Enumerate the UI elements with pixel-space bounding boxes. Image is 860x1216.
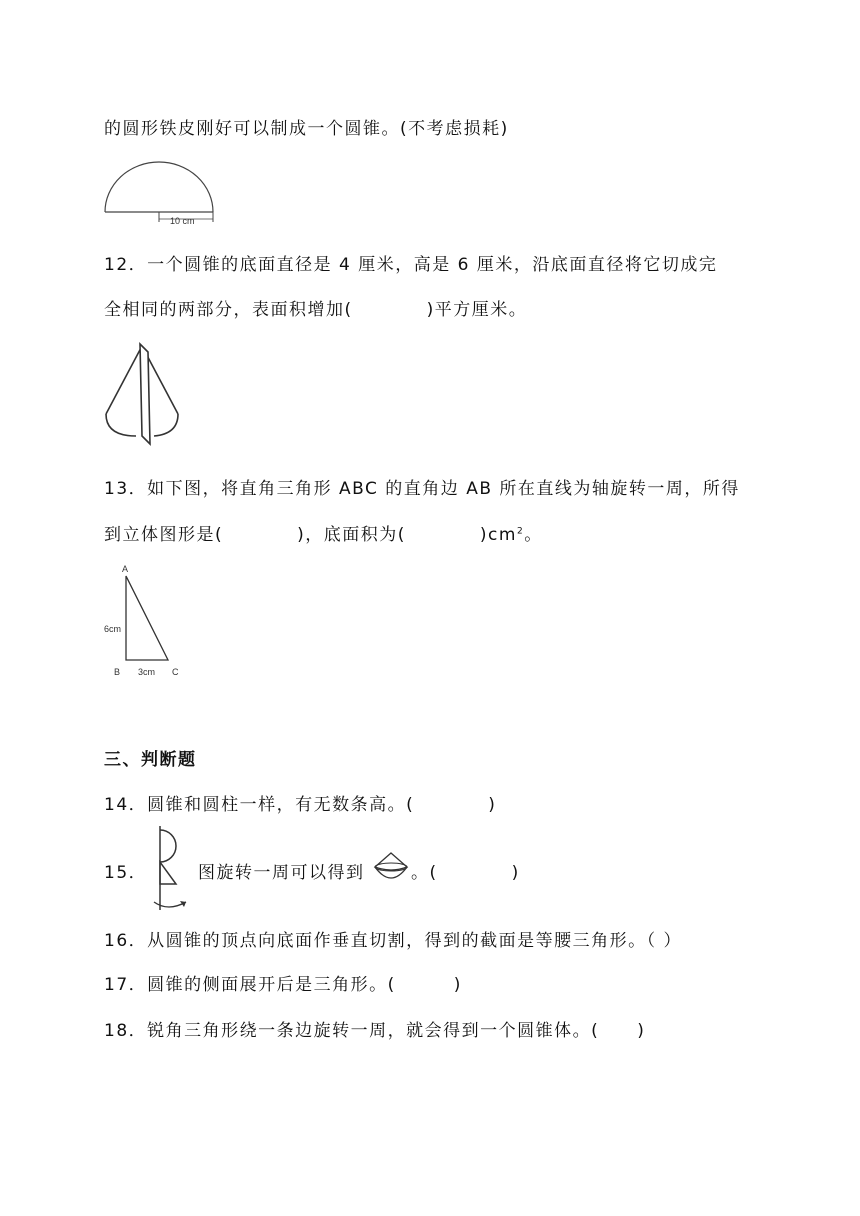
rotation-shape-figure <box>150 822 198 914</box>
q13-text-line2 <box>104 520 543 545</box>
q13-text-b: )，底面积为( <box>297 525 406 545</box>
q14-text-a: 14．圆锥和圆柱一样，有无数条高。( <box>104 795 415 815</box>
vertex-a-label: A <box>122 564 129 574</box>
right-triangle-figure <box>100 560 190 682</box>
q15-text-c: ) <box>511 863 520 883</box>
q14-text-b: ) <box>488 795 497 815</box>
q13-text-line1: 13．如下图，将直角三角形 ABC 的直角边 AB 所在直线为轴旋转一周，所得 <box>104 479 740 499</box>
semicircle-radius-label: 10 cm <box>170 216 195 226</box>
section-3-title: 三、判断题 <box>104 750 197 770</box>
q14-text <box>104 790 496 815</box>
vertex-b-label: B <box>114 667 121 677</box>
q12-text-a: 全相同的两部分，表面积增加( <box>104 300 353 320</box>
q18-text-a: 18．锐角三角形绕一条边旋转一周，就会得到一个圆锥体。( <box>104 1021 600 1041</box>
q15-text-tail <box>411 858 520 883</box>
q18-text-b: ) <box>637 1021 646 1041</box>
q17-text-b: ) <box>453 975 462 995</box>
q15-text-a: 图旋转一周可以得到 <box>198 863 365 883</box>
q16-text: 16．从圆锥的顶点向底面作垂直切割，得到的截面是等腰三角形。（ ） <box>104 931 683 951</box>
q15-text <box>198 858 365 883</box>
side-ab-label: 6cm <box>104 624 122 634</box>
q11-text-line2: 的圆形铁皮刚好可以制成一个圆锥。(不考虑损耗) <box>104 119 509 139</box>
q13-text-d: 。 <box>524 525 543 545</box>
q15-number: 15． <box>104 863 148 883</box>
q12-text-line1: 12．一个圆锥的底面直径是 4 厘米，高是 6 厘米，沿底面直径将它切成完 <box>104 255 718 275</box>
q13-text-c: )cm <box>479 525 517 545</box>
q13-text-a: 到立体图形是( <box>104 525 224 545</box>
q18-text <box>104 1016 645 1041</box>
q12-text-b: )平方厘米。 <box>426 300 528 320</box>
q15-text-b: 。( <box>411 863 438 883</box>
side-bc-label: 3cm <box>138 667 156 677</box>
q13-unit-sup: 2 <box>516 526 525 537</box>
semicircle-figure <box>100 158 220 230</box>
cut-cone-figure <box>100 338 192 450</box>
q12-text-line2 <box>104 295 527 320</box>
rotation-result-figure <box>371 849 411 889</box>
q17-text <box>104 970 462 995</box>
vertex-c-label: C <box>172 667 179 677</box>
q17-text-a: 17．圆锥的侧面展开后是三角形。( <box>104 975 396 995</box>
